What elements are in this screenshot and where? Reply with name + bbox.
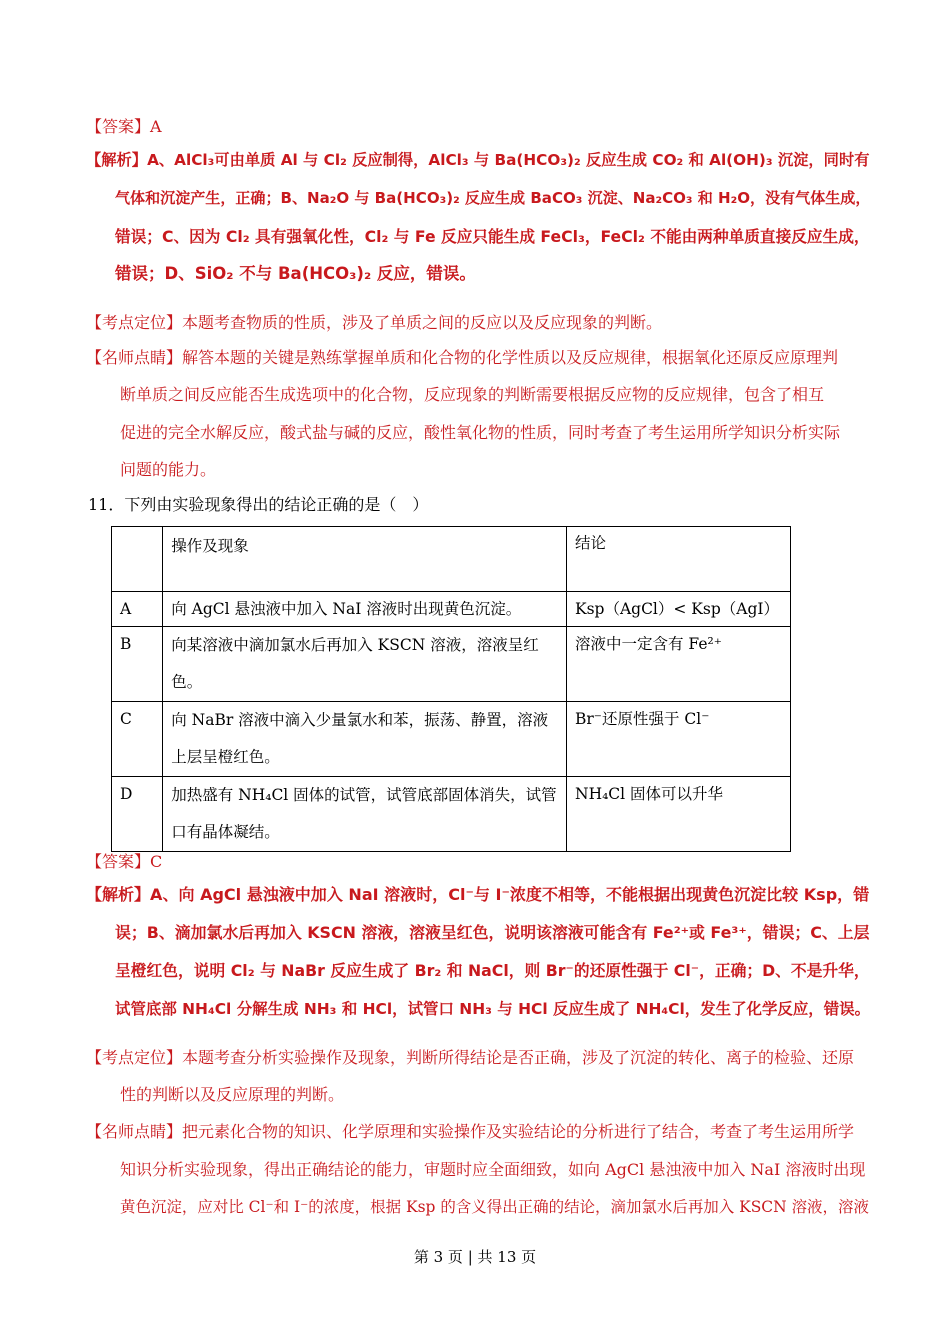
analysis-2-line-1: 【解析】A、向 AgCl 悬浊液中加入 NaI 溶液时，Cl⁻与 I⁻浓度不相等，不能根据出现黄色沉淀比较 Ksp，错	[86, 885, 870, 904]
teacher-tip-1-line-1: 【名师点睛】解答本题的关键是熟练掌握单质和化合物的化学性质以及反应规律，根据氧化还原反应原理判	[86, 348, 839, 367]
analysis-2-line-3: 呈橙红色，说明 Cl₂ 与 NaBr 反应生成了 Br₂ 和 NaCl，则 Br⁻的还原性强于 Cl⁻，正确；D、不是升华，	[115, 961, 870, 980]
question-11-stem: 11．下列由实验现象得出的结论正确的是（ ）	[88, 495, 429, 514]
teacher-tip-1-line-2: 断单质之间反应能否生成选项中的化合物，反应现象的判断需要根据反应物的反应规律，包含了相互	[120, 385, 825, 404]
exam-point-1: 【考点定位】本题考查物质的性质，涉及了单质之间的反应以及反应现象的判断。	[86, 313, 663, 332]
teacher-tip-2-line-1: 【名师点睛】把元素化合物的知识、化学原理和实验操作及实验结论的分析进行了结合，考查了考生运用所学	[86, 1122, 855, 1141]
operation-cell: 向 AgCl 悬浊液中加入 NaI 溶液时出现黄色沉淀。	[163, 592, 567, 627]
teacher-tip-1-line-3: 促进的完全水解反应，酸式盐与碱的反应，酸性氧化物的性质，同时考查了考生运用所学知识分析实际	[120, 423, 841, 442]
analysis-2-line-2: 误；B、滴加氯水后再加入 KSCN 溶液，溶液呈红色，说明该溶液可能含有 Fe²⁺或 Fe³⁺，错误；C、上层	[115, 923, 870, 942]
table-header-row	[112, 527, 791, 592]
option-label: B	[112, 627, 163, 702]
table-header-cell: 操作及现象	[163, 527, 567, 592]
table-row	[112, 592, 791, 627]
operation-cell: 加热盛有 NH₄Cl 固体的试管，试管底部固体消失，试管口有晶体凝结。	[163, 777, 567, 852]
conclusion-cell: NH₄Cl 固体可以升华	[567, 777, 791, 852]
teacher-tip-2-line-3: 黄色沉淀，应对比 Cl⁻和 I⁻的浓度，根据 Ksp 的含义得出正确的结论，滴加氯水后再加入 KSCN 溶液，溶液	[120, 1198, 869, 1216]
operation-cell: 向某溶液中滴加氯水后再加入 KSCN 溶液，溶液呈红色。	[163, 627, 567, 702]
table-row	[112, 777, 791, 852]
teacher-tip-2-line-2: 知识分析实验现象，得出正确结论的能力，审题时应全面细致，如向 AgCl 悬浊液中加入 NaI 溶液时出现	[120, 1160, 866, 1179]
answer-1: 【答案】A	[86, 117, 162, 136]
option-label: D	[112, 777, 163, 852]
analysis-1-line-1: 【解析】A、AlCl₃可由单质 Al 与 Cl₂ 反应制得，AlCl₃ 与 Ba(HCO₃)₂ 反应生成 CO₂ 和 Al(OH)₃ 沉淀，同时有	[86, 151, 870, 169]
conclusion-cell: 溶液中一定含有 Fe²⁺	[567, 627, 791, 702]
analysis-1-line-3: 错误；C、因为 Cl₂ 具有强氧化性，Cl₂ 与 Fe 反应只能生成 FeCl₃，FeCl₂ 不能由两种单质直接反应生成，	[115, 227, 870, 246]
page-footer: 第 3 页 | 共 13 页	[413, 1248, 537, 1266]
conclusion-cell: Ksp（AgCl）< Ksp（AgI）	[567, 592, 791, 627]
analysis-1-line-2: 气体和沉淀产生，正确；B、Na₂O 与 Ba(HCO₃)₂ 反应生成 BaCO₃ 沉淀、Na₂CO₃ 和 H₂O，没有气体生成，	[115, 189, 871, 207]
question-11-table	[111, 526, 791, 852]
table-row	[112, 702, 791, 777]
exam-point-2-line-1: 【考点定位】本题考查分析实验操作及现象，判断所得结论是否正确，涉及了沉淀的转化、离子的检验、还原	[86, 1048, 855, 1067]
option-label: A	[112, 592, 163, 627]
conclusion-cell: Br⁻还原性强于 Cl⁻	[567, 702, 791, 777]
table-row	[112, 627, 791, 702]
analysis-2-line-4: 试管底部 NH₄Cl 分解生成 NH₃ 和 HCl，试管口 NH₃ 与 HCl 反应生成了 NH₄Cl，发生了化学反应，错误。	[115, 1000, 871, 1018]
analysis-1-line-4: 错误；D、SiO₂ 不与 Ba(HCO₃)₂ 反应，错误。	[115, 264, 476, 283]
answer-2: 【答案】C	[86, 852, 163, 871]
table-header-cell	[112, 527, 163, 592]
option-label: C	[112, 702, 163, 777]
teacher-tip-1-line-4: 问题的能力。	[120, 460, 217, 479]
table-header-cell: 结论	[567, 527, 791, 592]
exam-point-2-line-2: 性的判断以及反应原理的判断。	[120, 1085, 345, 1104]
operation-cell: 向 NaBr 溶液中滴入少量氯水和苯，振荡、静置，溶液上层呈橙红色。	[163, 702, 567, 777]
